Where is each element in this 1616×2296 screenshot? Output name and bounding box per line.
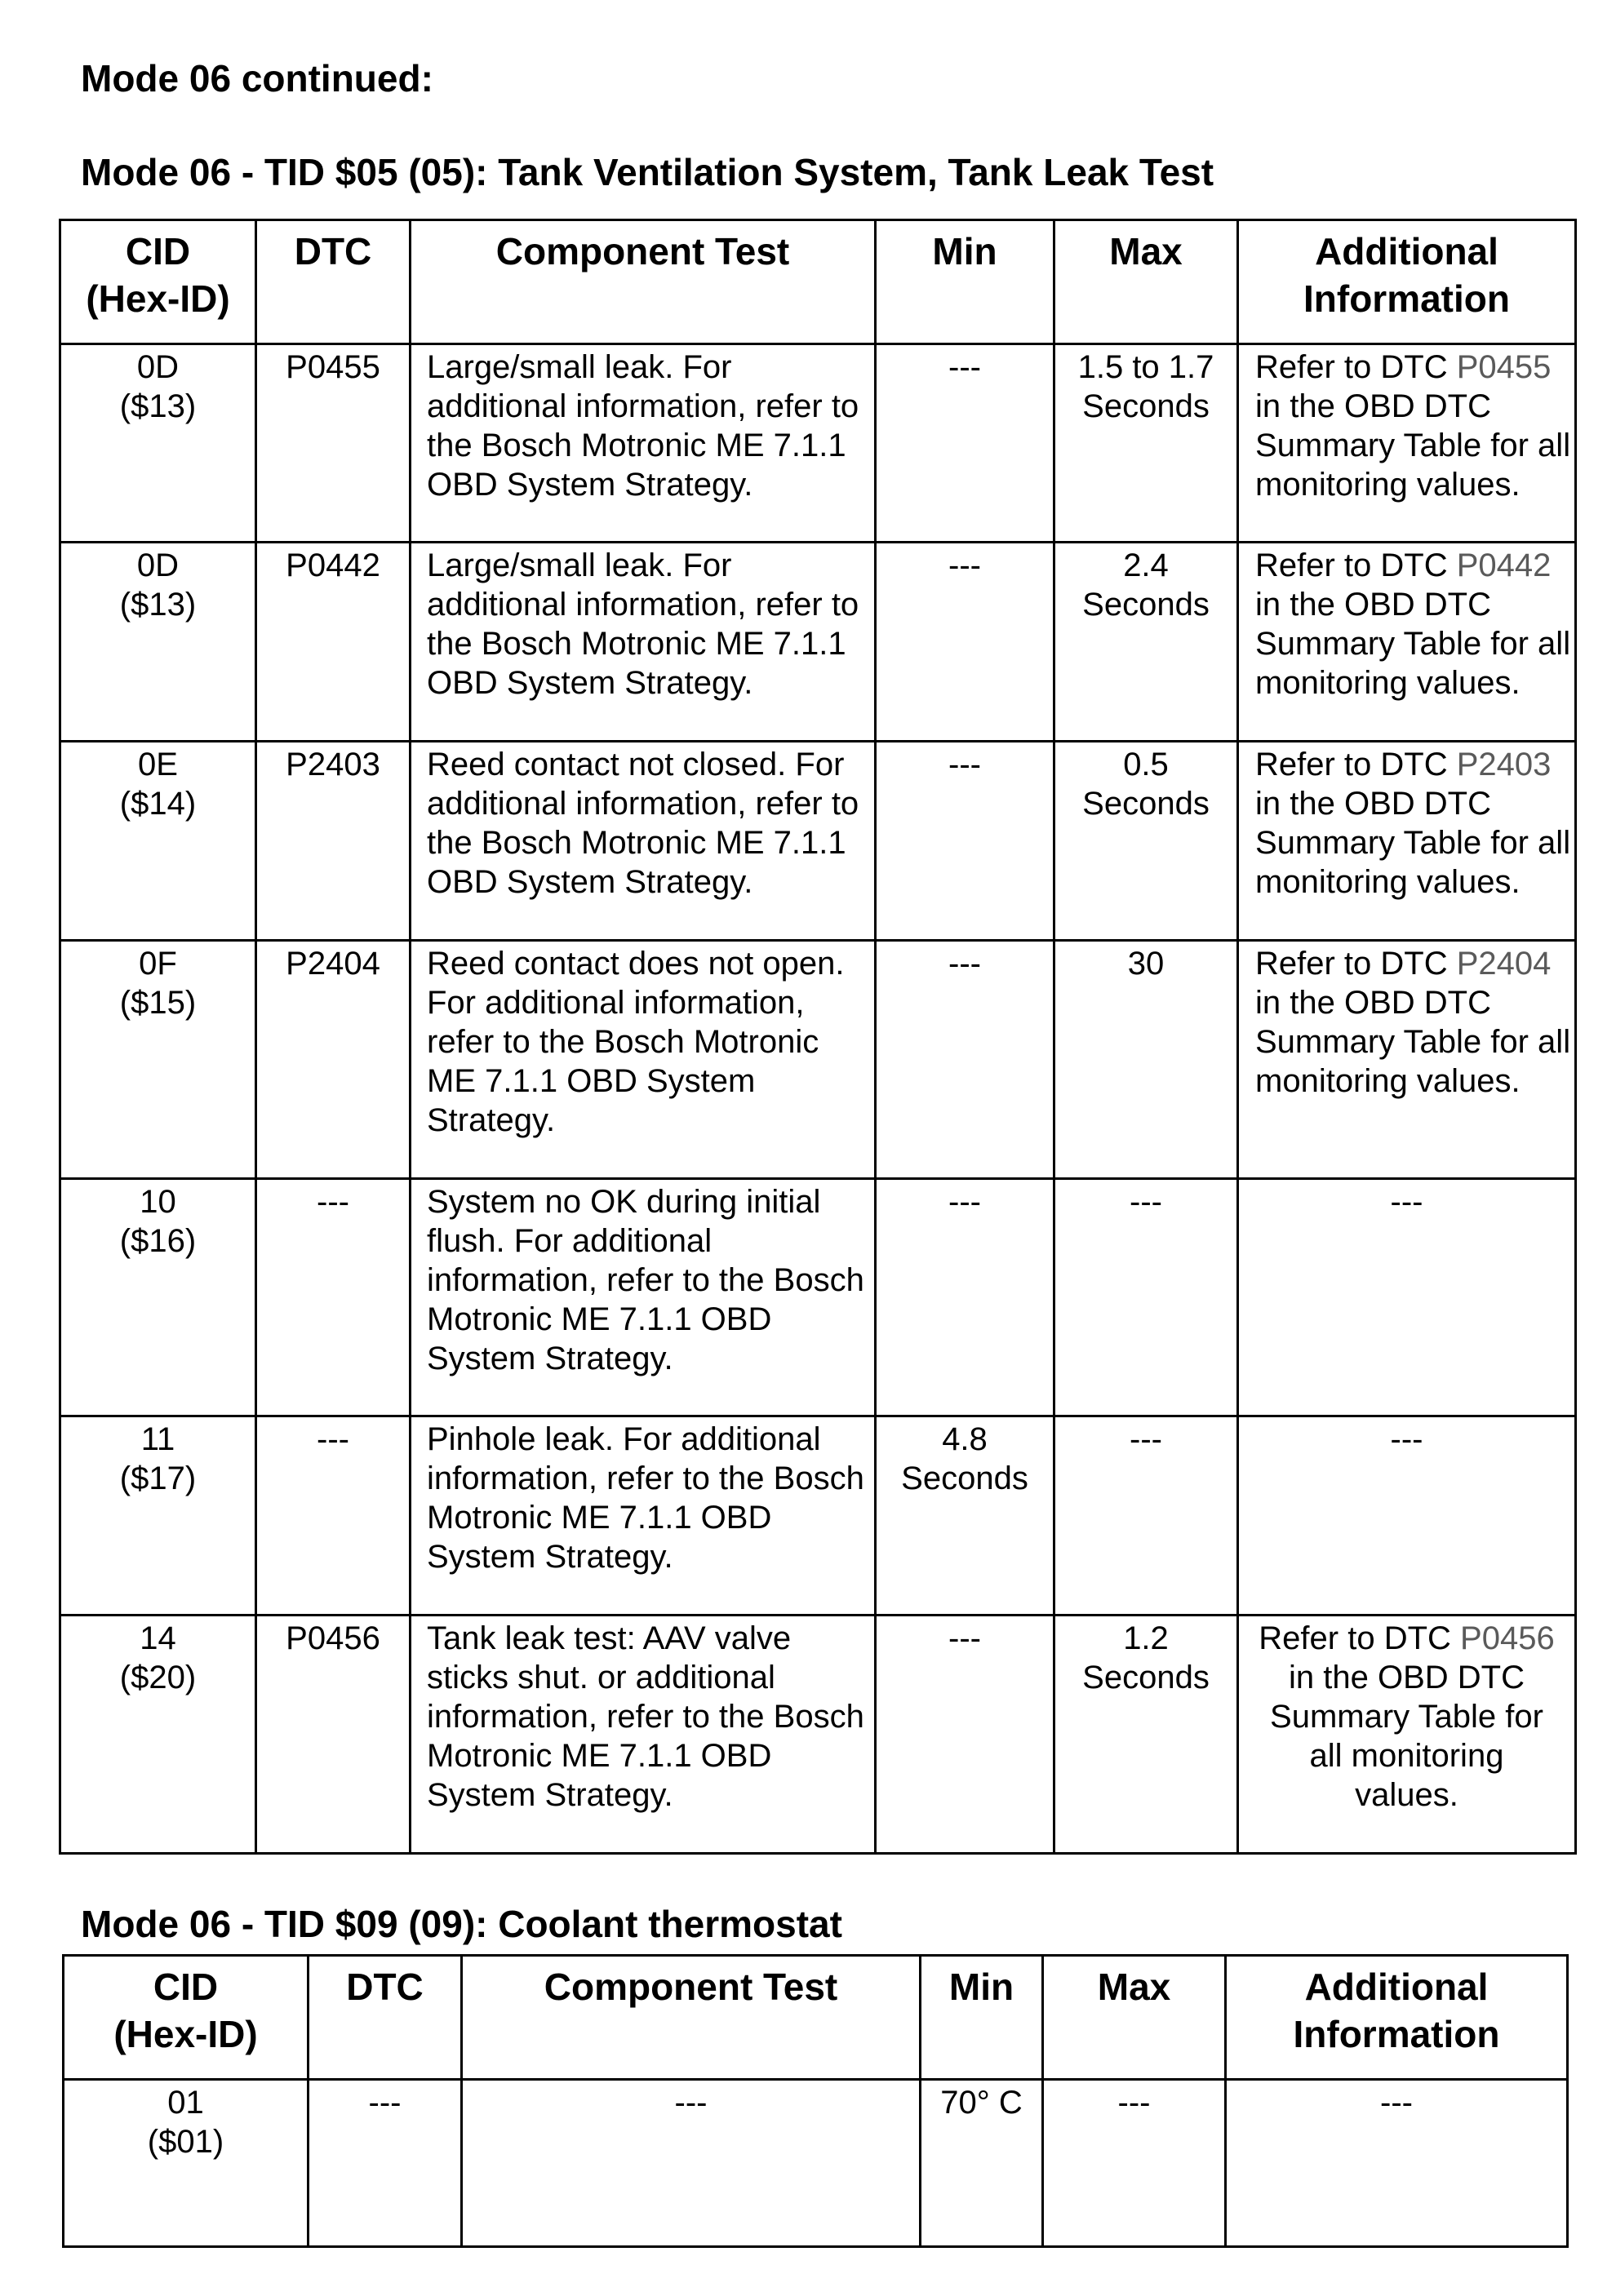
component-test-cell: Reed contact not closed. For additional information, refer to the Bosch Motronic ME 7.1.1 OBD System Strategy.: [411, 742, 876, 941]
dtc-reference: P0442: [1456, 547, 1552, 583]
additional-info-cell: [1238, 941, 1576, 1179]
cid-cell: [60, 344, 256, 543]
table-row: [60, 742, 1576, 941]
column-header-max: Max: [1054, 220, 1238, 344]
dtc-cell: P0455: [256, 344, 411, 543]
info-prefix: Refer to DTC: [1255, 547, 1448, 583]
info-prefix: Refer to DTC: [1255, 946, 1448, 982]
cid-cell: [60, 742, 256, 941]
column-header-min: Min: [876, 220, 1054, 344]
component-test-cell: System no OK during initial flush. For additional information, refer to the Bosch Motronic ME 7.1.1 OBD System Strategy.: [411, 1179, 876, 1416]
component-test-cell: Reed contact does not open. For additional information, refer to the Bosch Motronic ME 7.1.1 OBD System Strategy.: [411, 941, 876, 1179]
column-header-dtc: DTC: [256, 220, 411, 344]
table-header-row: [64, 1956, 1568, 2080]
column-header-min: Min: [921, 1956, 1043, 2080]
column-header-max: Max: [1043, 1956, 1226, 2080]
table-header-row: [60, 220, 1576, 344]
page-title: Mode 06 continued:: [81, 57, 433, 100]
dtc-reference: P0455: [1456, 349, 1552, 385]
cid-value: 14: [140, 1620, 176, 1656]
component-test-cell: Large/small leak. For additional information, refer to the Bosch Motronic ME 7.1.1 OBD System Strategy.: [411, 344, 876, 543]
component-test-cell: Large/small leak. For additional information, refer to the Bosch Motronic ME 7.1.1 OBD System Strategy.: [411, 543, 876, 742]
cid-value: 0E: [138, 747, 178, 782]
additional-info-cell: ---: [1226, 2080, 1568, 2247]
hex-id-value: ($16): [119, 1223, 197, 1259]
dtc-cell: P0442: [256, 543, 411, 742]
column-header-hexid-label: (Hex-ID): [113, 2013, 258, 2055]
table-row: [60, 941, 1576, 1179]
additional-info-cell: [1238, 1616, 1576, 1854]
info-prefix: Refer to DTC: [1255, 747, 1448, 782]
cid-value: 01: [167, 2085, 204, 2121]
dtc-cell: ---: [256, 1416, 411, 1616]
dtc-cell: ---: [309, 2080, 462, 2247]
min-cell: ---: [876, 1179, 1054, 1416]
column-header-additional-info: [1238, 220, 1576, 344]
min-cell: ---: [876, 344, 1054, 543]
hex-id-value: ($15): [119, 985, 197, 1021]
table-row: [64, 2080, 1568, 2247]
column-header-cid-label: CID: [125, 230, 191, 273]
cid-value: 10: [140, 1184, 176, 1220]
column-header-hexid-label: (Hex-ID): [86, 277, 230, 320]
min-cell: ---: [876, 1616, 1054, 1854]
table-row: [60, 1179, 1576, 1416]
additional-info-cell: ---: [1238, 1179, 1576, 1416]
cid-cell: [60, 1616, 256, 1854]
hex-id-value: ($14): [119, 786, 197, 822]
additional-info-cell: ---: [1238, 1416, 1576, 1616]
column-header-additional-info: [1226, 1956, 1568, 2080]
dtc-reference: P0456: [1460, 1620, 1555, 1656]
column-header-cid: [60, 220, 256, 344]
table-row: [60, 543, 1576, 742]
cid-value: 0D: [136, 547, 180, 583]
max-cell: 2.4 Seconds: [1054, 543, 1238, 742]
info-suffix: in the OBD DTC Summary Table for all monitoring values.: [1255, 587, 1571, 701]
additional-info-cell: [1238, 543, 1576, 742]
min-cell: ---: [876, 941, 1054, 1179]
table-row: [60, 1416, 1576, 1616]
section-heading-tid09: Mode 06 - TID $09 (09): Coolant thermostat: [81, 1903, 842, 1945]
cid-value: 11: [140, 1421, 175, 1457]
info-prefix: Refer to DTC: [1255, 349, 1448, 385]
column-header-component-test: Component Test: [462, 1956, 921, 2080]
column-header-info-line1: Additional: [1304, 1966, 1489, 2008]
column-header-info-line2: Information: [1293, 2013, 1500, 2055]
additional-info-cell: [1238, 344, 1576, 543]
tid09-table: [62, 1954, 1569, 2248]
min-cell: 70° C: [921, 2080, 1043, 2247]
column-header-info-line1: Additional: [1315, 230, 1498, 273]
cid-cell: [64, 2080, 309, 2247]
column-header-component-test: Component Test: [411, 220, 876, 344]
cid-cell: [60, 941, 256, 1179]
table-row: [60, 1616, 1576, 1854]
column-header-info-line2: Information: [1303, 277, 1510, 320]
dtc-reference: P2404: [1456, 946, 1552, 982]
hex-id-value: ($01): [147, 2124, 224, 2160]
dtc-cell: P2404: [256, 941, 411, 1179]
column-header-cid: [64, 1956, 309, 2080]
cid-cell: [60, 543, 256, 742]
info-suffix: in the OBD DTC Summary Table for all monitoring values.: [1270, 1660, 1543, 1813]
cid-value: 0F: [139, 946, 177, 982]
max-cell: ---: [1043, 2080, 1226, 2247]
additional-info-cell: [1238, 742, 1576, 941]
info-prefix: Refer to DTC: [1259, 1620, 1451, 1656]
hex-id-value: ($13): [119, 388, 197, 424]
cid-cell: [60, 1416, 256, 1616]
component-test-cell: ---: [462, 2080, 921, 2247]
max-cell: 1.5 to 1.7 Seconds: [1054, 344, 1238, 543]
column-header-cid-label: CID: [153, 1966, 219, 2008]
max-cell: 30: [1054, 941, 1238, 1179]
dtc-cell: P2403: [256, 742, 411, 941]
dtc-cell: P0456: [256, 1616, 411, 1854]
component-test-cell: Pinhole leak. For additional information, refer to the Bosch Motronic ME 7.1.1 OBD System Strategy.: [411, 1416, 876, 1616]
hex-id-value: ($20): [119, 1660, 197, 1695]
tid05-table: [59, 219, 1577, 1855]
max-cell: ---: [1054, 1416, 1238, 1616]
max-cell: 1.2 Seconds: [1054, 1616, 1238, 1854]
info-suffix: in the OBD DTC Summary Table for all monitoring values.: [1255, 388, 1571, 503]
max-cell: ---: [1054, 1179, 1238, 1416]
component-test-cell: Tank leak test: AAV valve sticks shut. or additional information, refer to the Bosch Motronic ME 7.1.1 OBD System Strategy.: [411, 1616, 876, 1854]
cid-cell: [60, 1179, 256, 1416]
dtc-cell: ---: [256, 1179, 411, 1416]
info-suffix: in the OBD DTC Summary Table for all monitoring values.: [1255, 786, 1571, 900]
hex-id-value: ($13): [119, 587, 197, 623]
hex-id-value: ($17): [119, 1460, 197, 1496]
info-suffix: in the OBD DTC Summary Table for all monitoring values.: [1255, 985, 1571, 1099]
min-cell: ---: [876, 543, 1054, 742]
column-header-dtc: DTC: [309, 1956, 462, 2080]
max-cell: 0.5 Seconds: [1054, 742, 1238, 941]
cid-value: 0D: [136, 349, 180, 385]
table-row: [60, 344, 1576, 543]
min-cell: 4.8 Seconds: [876, 1416, 1054, 1616]
dtc-reference: P2403: [1456, 747, 1552, 782]
min-cell: ---: [876, 742, 1054, 941]
section-heading-tid05: Mode 06 - TID $05 (05): Tank Ventilation System, Tank Leak Test: [81, 151, 1214, 193]
